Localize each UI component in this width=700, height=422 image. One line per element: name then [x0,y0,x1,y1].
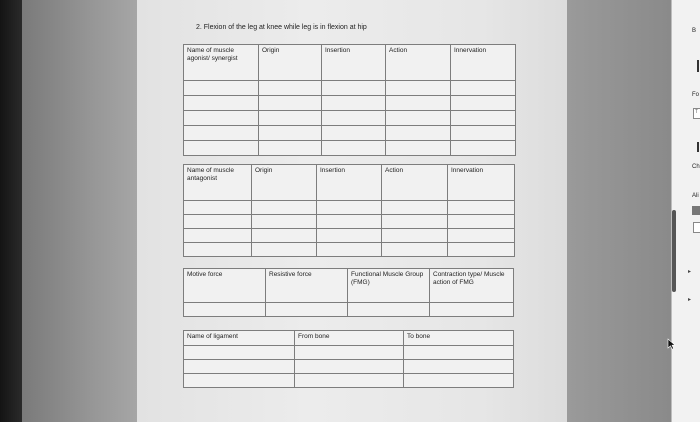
blank-cell[interactable] [184,243,252,257]
side-panel-label: Fo [692,92,700,98]
blank-cell[interactable] [252,243,317,257]
blank-cell[interactable] [386,81,451,96]
blank-cell[interactable] [184,374,295,388]
table-header-row [184,45,516,81]
side-panel-field[interactable]: T [693,108,700,119]
blank-cell[interactable] [317,243,382,257]
background-left [22,0,137,422]
header-cell: Resistive force [266,269,348,303]
forces-table [183,268,514,317]
side-panel-field[interactable] [693,222,700,233]
panel-divider [697,142,699,152]
header-cell: Insertion [317,165,382,201]
scrollbar-thumb[interactable] [672,210,676,292]
table-row [184,141,516,156]
blank-cell[interactable] [322,126,386,141]
header-cell: Contraction type/ Muscle action of FMG [430,269,514,303]
header-cell: Functional Muscle Group (FMG) [348,269,430,303]
table-row [184,303,514,317]
blank-cell[interactable] [266,303,348,317]
table-row [184,229,515,243]
blank-cell[interactable] [382,243,448,257]
panel-divider [697,60,699,72]
header-cell: To bone [404,331,514,346]
table-row [184,111,516,126]
blank-cell[interactable] [184,141,259,156]
blank-cell[interactable] [184,81,259,96]
expand-arrow-icon[interactable]: ▸ [688,297,692,303]
blank-cell[interactable] [184,96,259,111]
header-cell: From bone [295,331,404,346]
blank-cell[interactable] [184,229,252,243]
antagonist-table [183,164,515,257]
blank-cell[interactable] [386,96,451,111]
blank-cell[interactable] [322,111,386,126]
blank-cell[interactable] [451,141,516,156]
table-row [184,201,515,215]
header-cell: Innervation [451,45,516,81]
blank-cell[interactable] [448,229,515,243]
blank-cell[interactable] [451,111,516,126]
blank-cell[interactable] [295,374,404,388]
blank-cell[interactable] [259,141,322,156]
blank-cell[interactable] [386,141,451,156]
header-cell: Name of muscle antagonist [184,165,252,201]
blank-cell[interactable] [259,81,322,96]
table-header-row [184,269,514,303]
blank-cell[interactable] [184,303,266,317]
blank-cell[interactable] [386,126,451,141]
table-row [184,126,516,141]
header-cell: Insertion [322,45,386,81]
table-row [184,81,516,96]
table-row [184,243,515,257]
table-row [184,346,514,360]
header-cell: Origin [252,165,317,201]
table-row [184,96,516,111]
blank-cell[interactable] [451,81,516,96]
side-panel-label: B [692,28,697,34]
blank-cell[interactable] [259,111,322,126]
table-header-row [184,331,514,346]
blank-cell[interactable] [448,215,515,229]
header-cell: Action [386,45,451,81]
blank-cell[interactable] [184,346,295,360]
blank-cell[interactable] [184,360,295,374]
blank-cell[interactable] [295,346,404,360]
table-row [184,360,514,374]
page-heading: 2. Flexion of the leg at knee while leg is in flexion at hip [196,24,367,31]
mouse-cursor-icon [667,338,676,350]
blank-cell[interactable] [322,81,386,96]
blank-cell[interactable] [184,126,259,141]
blank-cell[interactable] [404,360,514,374]
blank-cell[interactable] [348,303,430,317]
blank-cell[interactable] [184,111,259,126]
header-cell: Action [382,165,448,201]
expand-arrow-icon[interactable]: ▸ [688,269,692,275]
header-cell: Innervation [448,165,515,201]
blank-cell[interactable] [382,201,448,215]
header-cell: Name of ligament [184,331,295,346]
side-panel-label: Ali [692,193,699,199]
blank-cell[interactable] [404,374,514,388]
blank-cell[interactable] [451,96,516,111]
blank-cell[interactable] [448,201,515,215]
blank-cell[interactable] [252,215,317,229]
blank-cell[interactable] [448,243,515,257]
blank-cell[interactable] [184,215,252,229]
blank-cell[interactable] [451,126,516,141]
blank-cell[interactable] [322,141,386,156]
table-header-row [184,165,515,201]
side-panel-toggle[interactable] [692,206,700,215]
blank-cell[interactable] [322,96,386,111]
blank-cell[interactable] [184,201,252,215]
blank-cell[interactable] [382,229,448,243]
table-row [184,374,514,388]
ligament-table [183,330,514,388]
background-left-edge [0,0,22,422]
blank-cell[interactable] [252,229,317,243]
header-cell: Name of muscle agonist/ synergist [184,45,259,81]
blank-cell[interactable] [317,229,382,243]
side-panel-label: Ch [692,164,700,170]
blank-cell[interactable] [386,111,451,126]
table-row [184,215,515,229]
blank-cell[interactable] [317,215,382,229]
header-cell: Origin [259,45,322,81]
blank-cell[interactable] [252,201,317,215]
blank-cell[interactable] [259,96,322,111]
background-right [567,0,671,422]
blank-cell[interactable] [259,126,322,141]
header-cell: Motive force [184,269,266,303]
agonist-table [183,44,516,156]
blank-cell[interactable] [382,215,448,229]
blank-cell[interactable] [317,201,382,215]
blank-cell[interactable] [404,346,514,360]
blank-cell[interactable] [295,360,404,374]
blank-cell[interactable] [430,303,514,317]
